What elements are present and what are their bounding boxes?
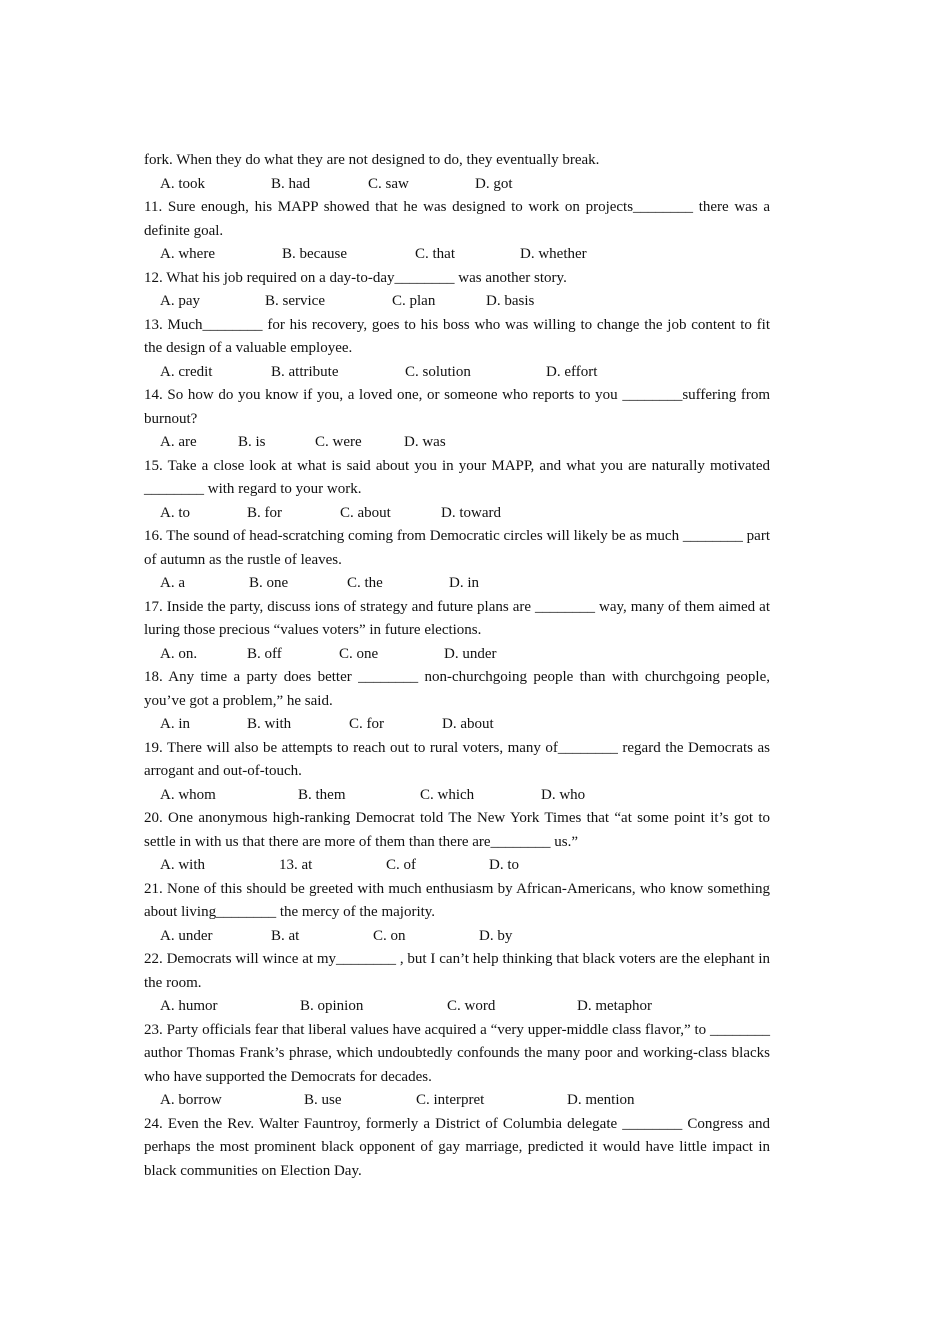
option-b: B. service bbox=[265, 293, 325, 309]
question-16: 16. The sound of head-scratching coming from Democratic circles will likely be as much ________ part of autumn as the rustle of leaves. bbox=[144, 528, 770, 568]
question-20-options bbox=[144, 854, 770, 878]
question-23: 23. Party officials fear that liberal values have acquired a “very upper-middle class flavor,” to ________ author Thomas Frank’s phrase, which undoubtedly confounds the many poor and working-class blacks who have supported the Democrats for decades. bbox=[144, 1021, 770, 1085]
question-15-options bbox=[144, 502, 770, 526]
option-c: C. which bbox=[420, 786, 475, 803]
question-14-options bbox=[144, 431, 770, 455]
option-b: B. attribute bbox=[271, 363, 339, 380]
question-18-options bbox=[144, 713, 770, 737]
option-b: B. one bbox=[249, 575, 289, 591]
option-c: C. for bbox=[349, 716, 384, 732]
option-c: C. plan bbox=[392, 293, 436, 309]
option-d: D. who bbox=[541, 786, 586, 803]
option-a: A. under bbox=[160, 927, 213, 944]
question-19: 19. There will also be attempts to reach out to rural voters, many of________ regard the Democrats as arrogant and out-of-touch. bbox=[144, 739, 770, 779]
option-d: D. mention bbox=[567, 1092, 635, 1108]
option-a: A. with bbox=[160, 857, 205, 873]
option-a: A. are bbox=[160, 434, 197, 450]
option-d: D. metaphor bbox=[577, 998, 652, 1014]
option-c: C. one bbox=[339, 645, 379, 662]
option-d: D. got bbox=[475, 175, 513, 192]
option-b: B. for bbox=[247, 504, 282, 521]
question-17: 17. Inside the party, discuss ions of strategy and future plans are ________ way, many of them aimed at luring those precious “values voters” in future elections. bbox=[144, 598, 770, 638]
option-c: C. the bbox=[347, 575, 383, 591]
option-a: A. to bbox=[160, 504, 190, 521]
document-page bbox=[144, 149, 770, 1183]
option-c: C. of bbox=[386, 857, 416, 873]
question-12-options bbox=[144, 290, 770, 314]
option-d: D. in bbox=[449, 575, 479, 591]
option-b: B. use bbox=[304, 1092, 342, 1108]
option-b: B. at bbox=[271, 927, 300, 944]
option-b: 13. at bbox=[279, 857, 313, 873]
option-c: C. solution bbox=[405, 363, 471, 380]
question-15: 15. Take a close look at what is said about you in your MAPP, and what you are naturally motivated ________ with regard to your work. bbox=[144, 457, 770, 497]
option-a: A. where bbox=[160, 246, 215, 262]
option-b: B. off bbox=[247, 645, 282, 662]
option-a: A. borrow bbox=[160, 1092, 222, 1108]
question-23-options bbox=[144, 1089, 770, 1113]
question-21-options bbox=[144, 925, 770, 949]
option-b: B. had bbox=[271, 175, 311, 192]
question-11-options bbox=[144, 243, 770, 267]
option-d: D. was bbox=[404, 434, 446, 450]
question-16-options bbox=[144, 572, 770, 596]
question-11: 11. Sure enough, his MAPP showed that he was designed to work on projects________ there was a definite goal. bbox=[144, 199, 770, 239]
question-22-options bbox=[144, 995, 770, 1019]
option-d: D. about bbox=[442, 716, 494, 732]
question-13: 13. Much________ for his recovery, goes to his boss who was willing to change the job content to fit the design of a valuable employee. bbox=[144, 316, 770, 356]
lead-options bbox=[144, 173, 770, 197]
option-b: B. them bbox=[298, 786, 346, 803]
question-24: 24. Even the Rev. Walter Fauntroy, formerly a District of Columbia delegate ________ Congress and perhaps the most prominent black opponent of gay marriage, predicted it would have little impact in black communities on Election Day. bbox=[144, 1115, 770, 1179]
option-c: C. on bbox=[373, 927, 406, 944]
option-c: C. that bbox=[415, 246, 455, 262]
option-a: A. humor bbox=[160, 998, 218, 1014]
option-d: D. basis bbox=[486, 293, 535, 309]
option-a: A. credit bbox=[160, 363, 213, 380]
option-a: A. pay bbox=[160, 293, 200, 309]
option-a: A. a bbox=[160, 575, 185, 591]
option-b: B. is bbox=[238, 434, 266, 450]
question-12: 12. What his job required on a day-to-day________ was another story. bbox=[144, 269, 567, 286]
option-d: D. whether bbox=[520, 246, 587, 262]
question-19-options bbox=[144, 784, 770, 808]
option-d: D. effort bbox=[546, 363, 598, 380]
question-13-options bbox=[144, 361, 770, 385]
question-18: 18. Any time a party does better ________ non-churchgoing people than with churchgoing people, you’ve got a problem,” he said. bbox=[144, 669, 770, 709]
option-d: D. under bbox=[444, 645, 497, 662]
option-b: B. with bbox=[247, 716, 292, 732]
option-c: C. word bbox=[447, 998, 496, 1014]
option-c: C. were bbox=[315, 434, 362, 450]
question-22: 22. Democrats will wince at my________ , but I can’t help thinking that black voters are the elephant in the room. bbox=[144, 951, 770, 991]
question-14: 14. So how do you know if you, a loved one, or someone who reports to you ________suffering from burnout? bbox=[144, 387, 770, 427]
option-d: D. toward bbox=[441, 504, 501, 521]
option-a: A. in bbox=[160, 716, 190, 732]
question-20: 20. One anonymous high-ranking Democrat told The New York Times that “at some point it’s got to settle in with us that there are more of them than there are________ us.” bbox=[144, 810, 770, 850]
option-a: A. took bbox=[160, 175, 205, 192]
question-21: 21. None of this should be greeted with much enthusiasm by African-Americans, who know something about living________ the mercy of the majority. bbox=[144, 880, 770, 920]
option-a: A. on. bbox=[160, 645, 198, 662]
option-a: A. whom bbox=[160, 786, 216, 803]
option-d: D. to bbox=[489, 857, 519, 873]
option-d: D. by bbox=[479, 927, 513, 944]
option-c: C. about bbox=[340, 504, 391, 521]
option-b: B. because bbox=[282, 246, 347, 262]
lead-line: fork. When they do what they are not designed to do, they eventually break. bbox=[144, 152, 600, 168]
question-17-options bbox=[144, 643, 770, 667]
option-c: C. interpret bbox=[416, 1092, 485, 1108]
option-c: C. saw bbox=[368, 175, 409, 192]
option-b: B. opinion bbox=[300, 998, 364, 1014]
